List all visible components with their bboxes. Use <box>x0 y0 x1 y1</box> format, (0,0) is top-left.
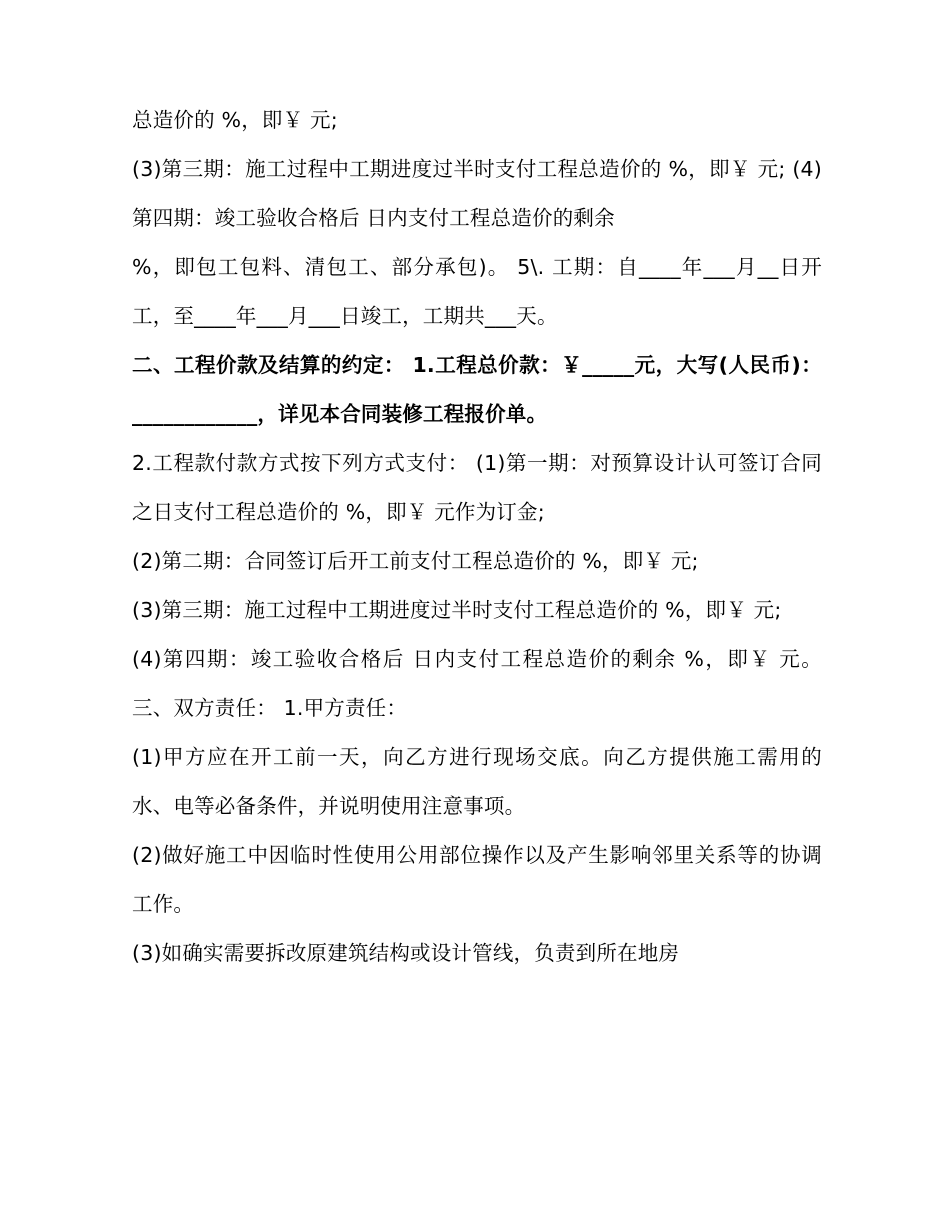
paragraph: 2.工程款付款方式按下列方式支付： (1)第一期：对预算设计认可签订合同之日支付工程总造价的 %，即￥ 元作为订金; <box>132 451 822 524</box>
paragraph: (2)做好施工中因临时性使用公用部位操作以及产生影响邻里关系等的协调工作。 <box>132 843 822 916</box>
paragraph: (3)如确实需要拆改原建筑结构或设计管线，负责到所在地房 <box>132 941 680 965</box>
paragraph: (1)甲方应在开工前一天，向乙方进行现场交底。向乙方提供施工需用的水、电等必备条件，并说明使用注意事项。 <box>132 745 822 818</box>
paragraph: (4)第四期：竣工验收合格后 日内支付工程总造价的剩余 %，即￥ 元。 三、双方责任： 1.甲方责任： <box>132 647 829 720</box>
document-body <box>132 96 829 978</box>
paragraph: (2)第二期：合同签订后开工前支付工程总造价的 %，即￥ 元; <box>132 549 699 573</box>
paragraph: %，即包工包料、清包工、部分承包)。 5\. 工期：自____年___月__日开工，至____年___月___日竣工，工期共___天。 <box>132 255 822 328</box>
paragraph: (3)第三期：施工过程中工期进度过半时支付工程总造价的 %，即￥ 元; <box>132 598 782 622</box>
paragraph: (3)第三期：施工过程中工期进度过半时支付工程总造价的 %，即￥ 元; (4)第四期：竣工验收合格后 日内支付工程总造价的剩余 <box>132 157 822 230</box>
paragraph: 二、工程价款及结算的约定： 1.工程总价款：￥_____元，大写(人民币)：____________，详见本合同装修工程报价单。 <box>132 353 822 426</box>
paragraph: 总造价的 %，即￥ 元; <box>132 108 338 132</box>
